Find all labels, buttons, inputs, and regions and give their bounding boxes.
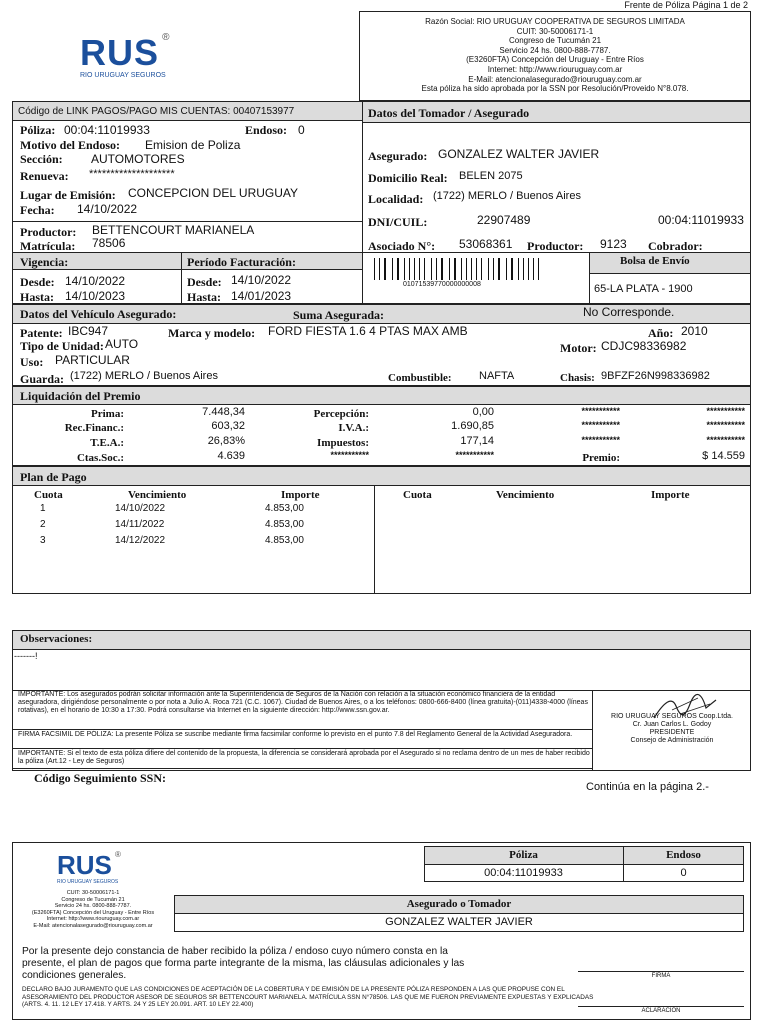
asociado-label: Asociado N°:	[368, 239, 436, 253]
renueva-value: ********************	[89, 168, 175, 180]
receipt-logo-subtitle: RIO URUGUAY SEGUROS	[57, 879, 119, 885]
tipo-label: Tipo de Unidad:	[20, 339, 104, 353]
page-header: Frente de Póliza Página 1 de 2	[624, 0, 748, 10]
stars-value: ***********	[455, 450, 494, 460]
row-cuota: 2	[40, 519, 46, 530]
seccion-value: AUTOMOTORES	[91, 152, 185, 166]
impuestos-label: Impuestos:	[317, 437, 369, 449]
row-importe: 4.853,00	[265, 519, 304, 530]
receipt-company-line: Congreso de Tucumán 21	[61, 896, 125, 903]
vehiculo-title: Datos del Vehículo Asegurado:	[20, 307, 177, 321]
premio-label: Premio:	[582, 452, 620, 464]
company-line: E-Mail: atencionalasegurado@riouruguay.com.ar	[468, 74, 642, 84]
recfin-value: 603,32	[211, 420, 245, 432]
stars-value: ***********	[581, 406, 620, 416]
lugar-value: CONCEPCION DEL URUGUAY	[128, 186, 299, 200]
domicilio-value: BELEN 2075	[459, 170, 523, 182]
tea-value: 26,83%	[207, 435, 245, 447]
ssn-label: Código Seguimiento SSN:	[34, 771, 167, 785]
chasis-label: Chasis:	[560, 372, 595, 384]
legal-firma: FIRMA FACSIMIL DE PÓLIZA: La presente Póliza se suscribe mediante firma facsimilar conforme lo previsto en el punto 7.8 del Reglamento General de la Actividad Aseguradora.	[18, 731, 573, 738]
row-venc: 14/11/2022	[115, 519, 165, 530]
stars-value: ***********	[581, 420, 620, 430]
prima-label: Prima:	[91, 408, 124, 420]
row-importe: 4.853,00	[265, 535, 304, 546]
company-line: Servicio 24 hs. 0800-888-7787.	[499, 45, 611, 55]
asegurado-label: Asegurado:	[368, 149, 428, 163]
prima-value: 7.448,34	[202, 406, 245, 418]
vig-desde-label: Desde:	[20, 275, 55, 289]
receipt-asegurado-value: GONZALEZ WALTER JAVIER	[385, 916, 533, 928]
row-importe: 4.853,00	[265, 503, 304, 514]
company-line: Esta póliza ha sido aprobada por la SSN por Resolución/Proveido N°8.078.	[421, 84, 689, 94]
row-cuota: 3	[40, 535, 46, 546]
receipt-company	[18, 890, 168, 930]
company-line: Internet: http://www.riouruguay.com.ar	[487, 64, 623, 74]
iva-value: 1.690,85	[451, 420, 494, 432]
continua-text: Continúa en la página 2.-	[586, 781, 709, 793]
legal-importante-1: IMPORTANTE: Los asegurados podrán solicitar información ante la Superintendencia de Seguros de la Nación con relación a la situación económico financiera de la entidad aseguradora, dirigiéndose personalmente o por nota a Julio A. Roca 721 (C.C. 1067). Ciudad de Buenos Aires, o a los teléfonos: 0800-666-8400 (línea gratuita)-(011)4338-4000 (líneas rotativas), en el horario de 10:30 a 17:30. Podrá consultarse via Internet en la siguiente dirección: http://www.ssn.gov.ar.	[18, 691, 588, 714]
signature-company: RIO URUGUAY SEGUROS Coop.Ltda.	[611, 713, 733, 720]
fecha-value: 14/10/2022	[77, 202, 138, 216]
dni-label: DNI/CUIL:	[368, 215, 428, 229]
stars-value: ***********	[330, 450, 369, 460]
receipt-company-line: Internet: http://www.riouruguay.com.ar	[46, 916, 140, 923]
uso-label: Uso:	[20, 355, 44, 369]
company-logo	[80, 32, 169, 79]
fac-desde-label: Desde:	[187, 275, 222, 289]
lugar-label: Lugar de Emisión:	[20, 188, 116, 202]
percepcion-value: 0,00	[472, 406, 494, 418]
tipo-value: AUTO	[105, 337, 139, 351]
seccion-label: Sección:	[20, 152, 63, 166]
stars-value: ***********	[706, 435, 745, 445]
receipt-logo	[57, 850, 121, 885]
combustible-label: Combustible:	[388, 372, 452, 384]
company-line: (E3260FTA) Concepción del Uruguay - Entre Ríos	[466, 55, 644, 65]
receipt-company-line: E-Mail: atencionalasegurado@riouruguay.com.ar	[33, 922, 153, 929]
asociado-value: 53068361	[459, 237, 513, 251]
renueva-label: Renueva:	[20, 169, 69, 183]
motivo-value: Emision de Poliza	[145, 138, 241, 152]
poliza-ref: 00:04:11019933	[658, 213, 744, 227]
plan-header-venc-2: Vencimiento	[496, 489, 555, 501]
poliza-value: 00:04:11019933	[64, 123, 150, 137]
ctas-value: 4.639	[217, 450, 245, 462]
anio-label: Año:	[648, 326, 674, 340]
logo-subtitle: RIO URUGUAY SEGUROS	[80, 72, 166, 79]
tomador-title: Datos del Tomador / Asegurado	[368, 106, 530, 120]
link-pagos-code: Código de LINK PAGOS/PAGO MIS CUENTAS: 00407153977	[18, 106, 295, 117]
plan-header-importe: Importe	[281, 489, 320, 501]
company-info-box	[359, 11, 751, 101]
plan-header-cuota: Cuota	[34, 489, 63, 501]
barcode-number: 01071539770000000008	[403, 281, 481, 288]
signature-board: Consejo de Administración	[630, 737, 714, 744]
patente-label: Patente:	[20, 326, 63, 340]
aclaracion-label: ACLARACION	[641, 1008, 681, 1014]
row-venc: 14/10/2022	[115, 503, 166, 514]
impuestos-value: 177,14	[460, 435, 494, 447]
premio-value: $ 14.559	[702, 450, 745, 462]
marca-value: FORD FIESTA 1.6 4 PTAS MAX AMB	[268, 324, 468, 338]
receipt-company-line: CUIT: 30-50006171-1	[66, 890, 120, 896]
logo-reg: ®	[162, 32, 170, 43]
vigencia-title: Vigencia:	[20, 255, 69, 269]
liquidacion-title: Liquidación del Premio	[20, 389, 141, 403]
localidad-value: (1722) MERLO / Buenos Aires	[433, 190, 581, 202]
company-line: Razón Social: RIO URUGUAY COOPERATIVA DE SEGUROS LIMITADA	[425, 17, 685, 26]
productor-code-value: 9123	[600, 237, 627, 251]
recfin-label: Rec.Financ.:	[64, 422, 124, 434]
motor-label: Motor:	[560, 341, 597, 355]
fac-hasta-label: Hasta:	[187, 290, 221, 304]
receipt-logo-text: RUS	[57, 850, 112, 880]
combustible-value: NAFTA	[479, 370, 515, 382]
iva-label: I.V.A.:	[338, 422, 369, 434]
percepcion-label: Percepción:	[313, 408, 369, 420]
receipt-logo-reg: ®	[114, 850, 121, 859]
matricula-label: Matrícula:	[20, 239, 76, 253]
signature-block	[596, 713, 748, 745]
observaciones-title: Observaciones:	[20, 633, 93, 645]
receipt-constancia: Por la presente dejo constancia de haber recibido la póliza / endoso cuyo número consta en la presente, el plan de pagos que forma parte integrante de la misma, las cláusulas adicionales y las condiciones generales.	[22, 946, 465, 981]
receipt-company-line: (E3260FTA) Concepción del Uruguay - Entre Ríos	[31, 909, 155, 916]
fecha-label: Fecha:	[20, 203, 55, 217]
signature-role: PRESIDENTE	[649, 729, 695, 736]
suma-label: Suma Asegurada:	[293, 308, 385, 322]
domicilio-label: Domicilio Real:	[368, 171, 448, 185]
plan-header-cuota-2: Cuota	[403, 489, 432, 501]
receipt-asegurado-header: Asegurado o Tomador	[406, 898, 512, 910]
chasis-value: 9BFZF26N998336982	[601, 370, 710, 382]
dni-value: 22907489	[477, 213, 531, 227]
guarda-value: (1722) MERLO / Buenos Aires	[70, 370, 218, 382]
anio-value: 2010	[681, 324, 708, 338]
vig-hasta-value: 14/10/2023	[65, 289, 126, 303]
stars-value: ***********	[706, 406, 745, 416]
vig-desde-value: 14/10/2022	[65, 274, 126, 288]
facturacion-title: Período Facturación:	[187, 255, 296, 269]
guarda-label: Guarda:	[20, 372, 65, 386]
suma-value: No Corresponde.	[583, 305, 675, 319]
signature-name: Cr. Juan Carlos L. Godoy	[632, 721, 712, 728]
localidad-label: Localidad:	[368, 192, 424, 206]
fac-hasta-value: 14/01/2023	[231, 289, 292, 303]
firma-label: FIRMA	[651, 973, 671, 979]
tea-label: T.E.A.:	[90, 437, 124, 449]
legal-importante-2: IMPORTANTE: Si el texto de esta póliza difiere del contenido de la propuesta, la diferencia se considerará aprobada por el Asegurado si no reclama dentro de un mes de haber recibido la póliza (Art.12 - Ley de Seguros)	[18, 750, 590, 765]
productor-value: BETTENCOURT MARIANELA	[92, 223, 255, 237]
row-venc: 14/12/2022	[115, 535, 166, 546]
stars-value: ***********	[581, 435, 620, 445]
plan-header-venc: Vencimiento	[128, 489, 187, 501]
matricula-value: 78506	[92, 236, 126, 250]
receipt-endoso-value: 0	[680, 867, 687, 879]
stars-value: ***********	[706, 420, 745, 430]
asegurado-value: GONZALEZ WALTER JAVIER	[438, 147, 600, 161]
marca-label: Marca y modelo:	[168, 326, 256, 340]
motor-value: CDJC98336982	[601, 339, 687, 353]
receipt-poliza-value: 00:04:11019933	[484, 867, 563, 879]
endoso-value: 0	[298, 123, 305, 137]
fac-desde-value: 14/10/2022	[231, 273, 292, 287]
receipt-company-line: Servicio 24 hs. 0800-888-7787.	[54, 903, 132, 910]
company-line: Congreso de Tucumán 21	[508, 36, 602, 46]
plan-title: Plan de Pago	[20, 470, 87, 484]
receipt-declaro: DECLARO BAJO JURAMENTO QUE LAS CONDICIONES DE ACEPTACIÓN DE LA COBERTURA Y DE EMISIÓN DE LA PRESENTE PÓLIZA RESPONDEN A LAS QUE PROPUSE CON EL ASESORAMIENTO DEL PRODUCTOR ASESOR DE SEGUROS SR BETTENCOURT MARIANELA. MATRÍCULA SSN N°78506. LAS QUE ME FUERON PREVIAMENTE EXPUESTAS Y EXPLICADAS (ARTS. 4. 11. 12 LEY 17.418. Y ARTS. 24 Y 25 LEY 20.091. ART. 10 LEY 22.400)	[22, 986, 594, 1009]
patente-value: IBC947	[68, 324, 109, 338]
company-line: CUIT: 30-50006171-1	[516, 26, 594, 36]
bolsa-title: Bolsa de Envío	[620, 255, 690, 267]
barcode	[372, 258, 580, 280]
receipt-poliza-header: Póliza	[509, 849, 538, 861]
productor-code-label: Productor:	[527, 239, 584, 253]
receipt-endoso-header: Endoso	[666, 849, 701, 861]
endoso-label: Endoso:	[245, 123, 288, 137]
ctas-label: Ctas.Soc.:	[76, 452, 124, 464]
bolsa-value: 65-LA PLATA - 1900	[594, 283, 693, 295]
cobrador-label: Cobrador:	[648, 239, 703, 253]
poliza-label: Póliza:	[20, 123, 56, 137]
vig-hasta-label: Hasta:	[20, 290, 54, 304]
motivo-label: Motivo del Endoso:	[20, 138, 121, 152]
uso-value: PARTICULAR	[55, 353, 130, 367]
productor-label: Productor:	[20, 225, 77, 239]
plan-header-importe-2: Importe	[651, 489, 690, 501]
row-cuota: 1	[40, 503, 46, 514]
logo-text: RUS	[80, 32, 160, 73]
observaciones-text: -------!	[14, 651, 38, 661]
